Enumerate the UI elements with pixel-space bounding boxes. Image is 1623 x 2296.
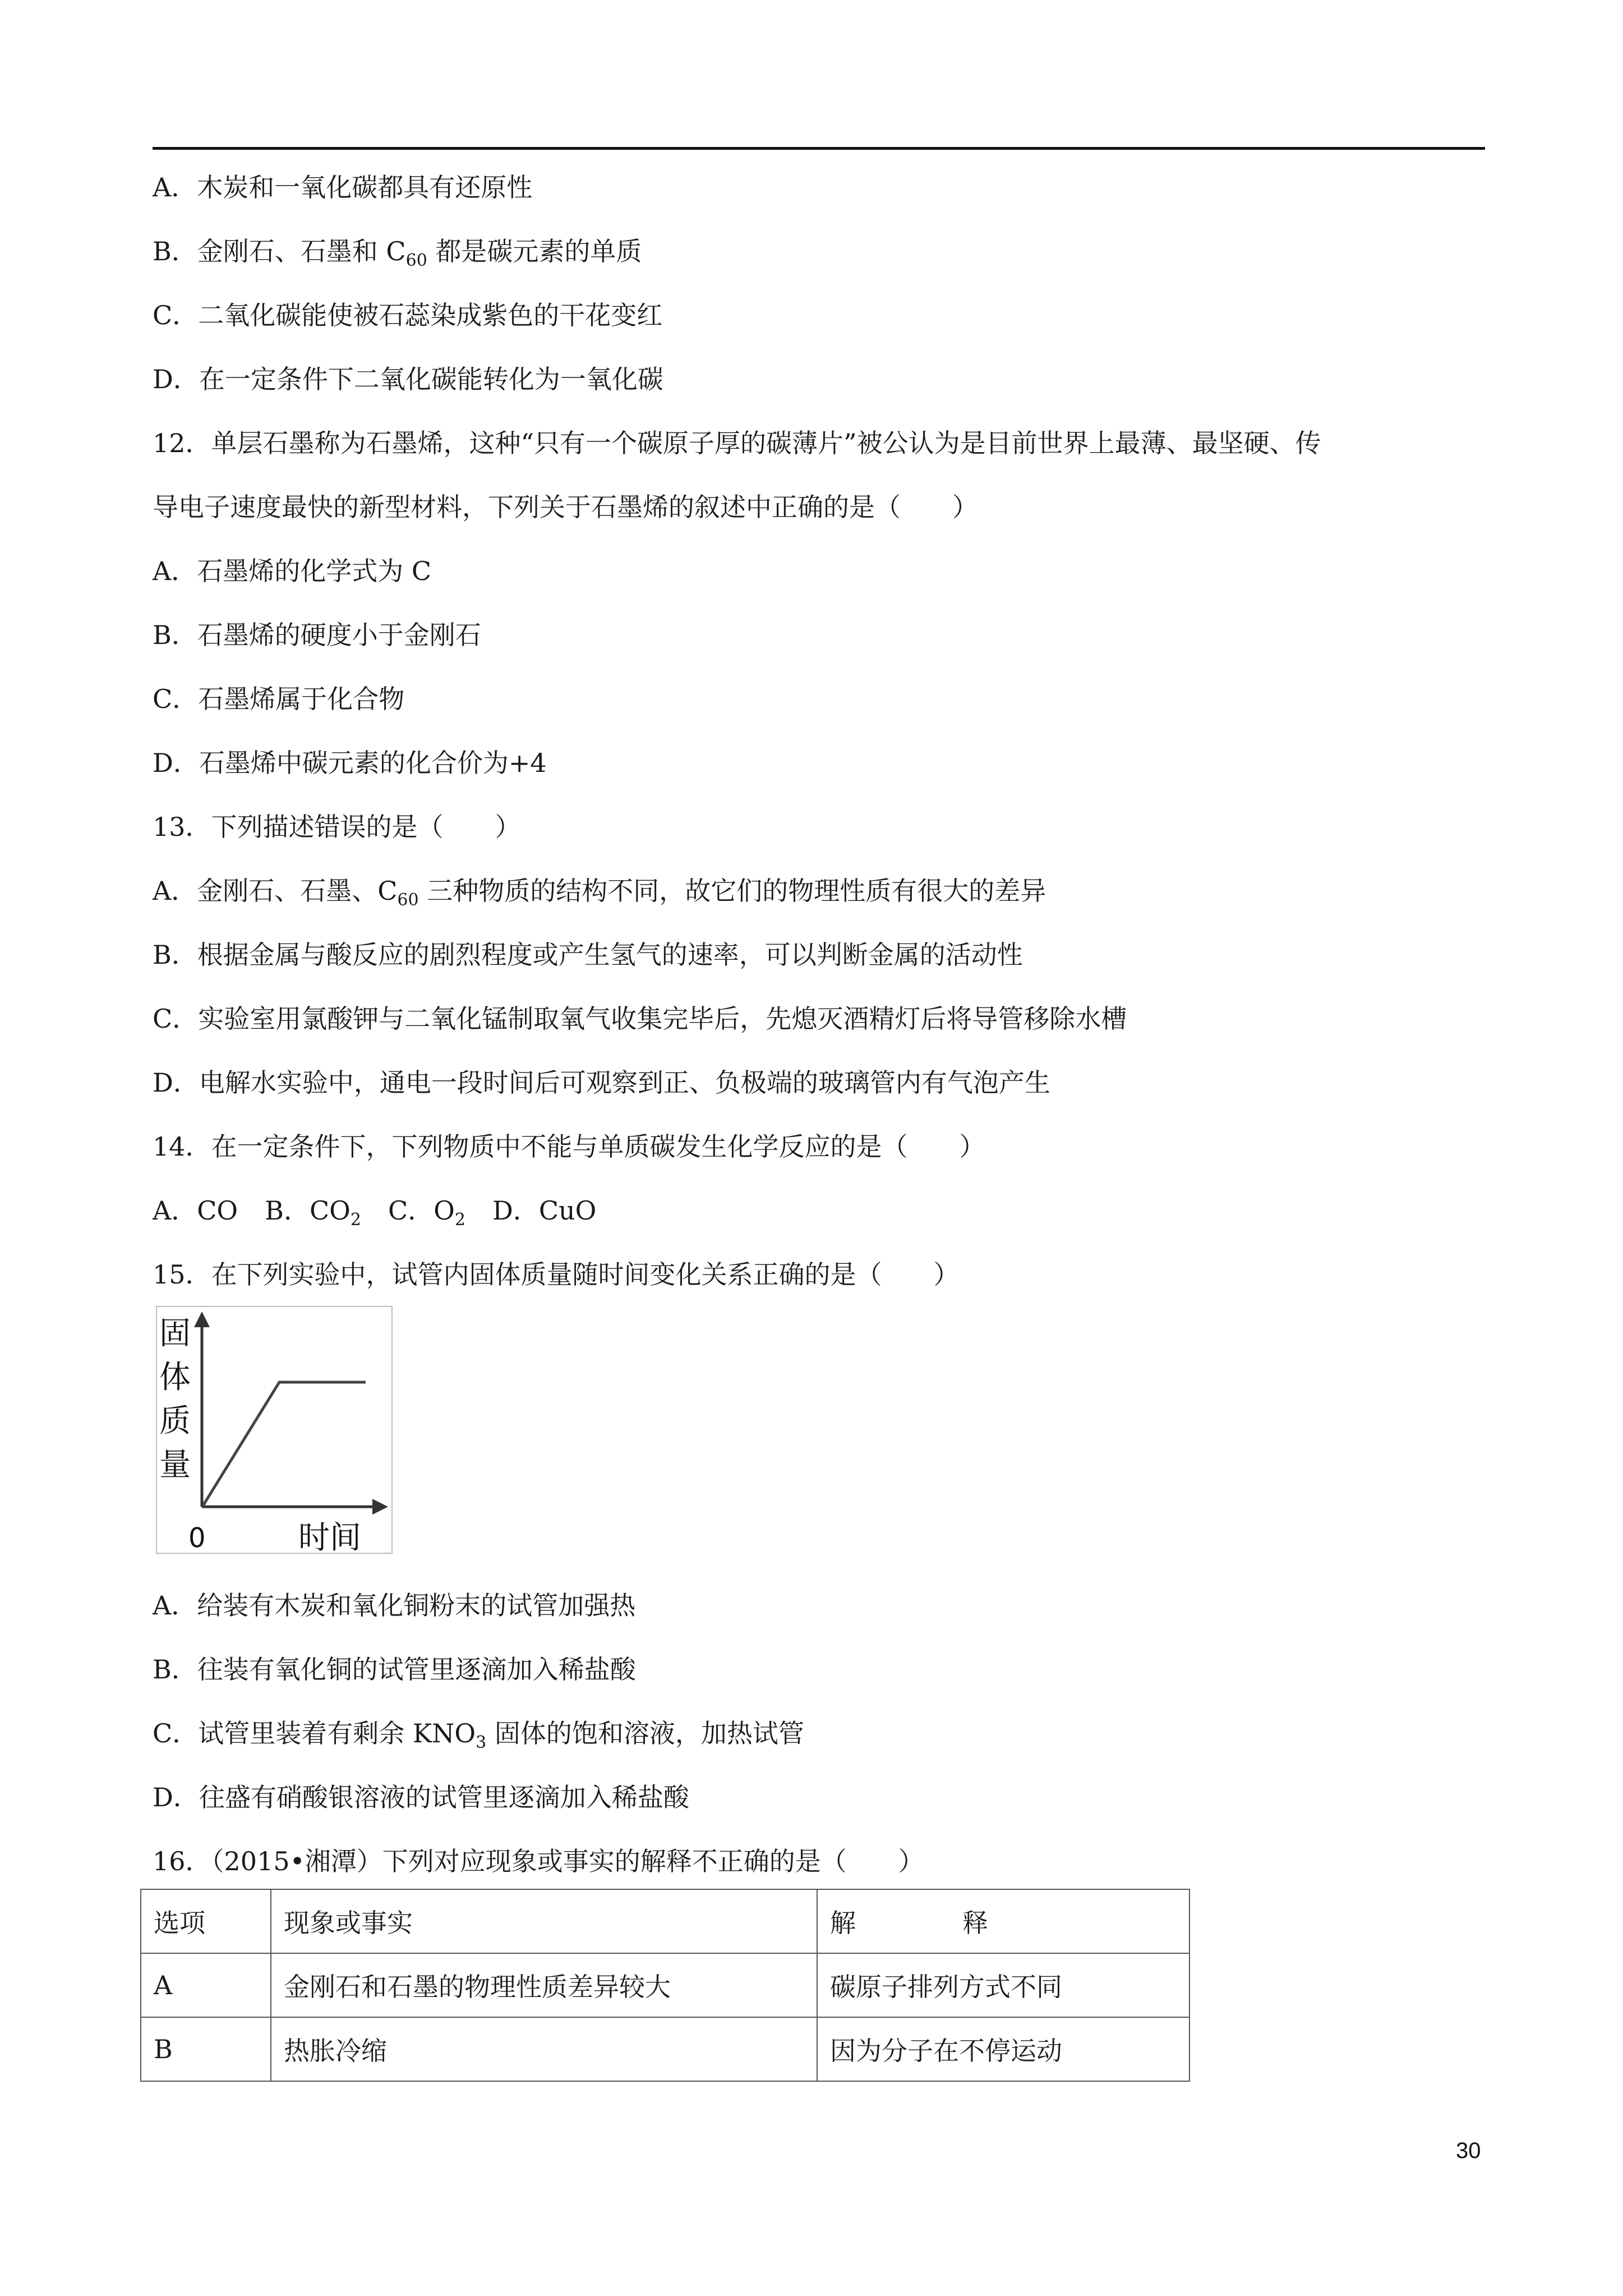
q15-option-b: B．往装有氧化铜的试管里逐滴加入稀盐酸 [153, 1654, 636, 1685]
graph-xlabel: 时间 [298, 1520, 361, 1553]
q15-option-d: D．往盛有硝酸银溶液的试管里逐滴加入稀盐酸 [153, 1782, 689, 1812]
q16-stem: 16．（2015•湘潭）下列对应现象或事实的解释不正确的是（ ） [153, 1846, 924, 1876]
graph-ylabel-char-3: 质 [159, 1403, 191, 1439]
q13-option-b: B．根据金属与酸反应的剧烈程度或产生氢气的速率，可以判断金属的活动性 [153, 940, 1023, 970]
q12-option-c: C．石墨烯属于化合物 [153, 684, 405, 714]
table-cell-explanation: 碳原子排列方式不同 [817, 1953, 1189, 2017]
table-cell-explanation: 因为分子在不停运动 [817, 2017, 1189, 2081]
q12-stem-line2: 导电子速度最快的新型材料，下列关于石墨烯的叙述中正确的是（ ） [153, 492, 978, 522]
q14-options [153, 1194, 597, 1230]
graph-ylabel-char-2: 体 [159, 1359, 191, 1396]
q13-option-a: A．金刚石、石墨、$C_{60}$ 三种物质的结构不同，故它们的物理性质有很大的差异 [153, 876, 1046, 910]
table-header-fact: 现象或事实 [271, 1889, 817, 1953]
q11-option-c: C．二氧化碳能使被石蕊染成紫色的干花变红 [153, 300, 663, 330]
q14-option-d: D．CuO [492, 1195, 597, 1226]
q13-option-c: C．实验室用氯酸钾与二氧化锰制取氧气收集完毕后，先熄灭酒精灯后将导管移除水槽 [153, 1004, 1127, 1034]
table-header-option: 选项 [141, 1889, 271, 1953]
q11-option-b: B．金刚石、石墨和 $C_{60}$ 都是碳元素的单质 [153, 236, 642, 270]
page-number: 30 [1456, 2138, 1481, 2163]
q14-option-c: C．$O_2$ [388, 1195, 465, 1230]
q12-stem-line1: 12．单层石墨称为石墨烯，这种“只有一个碳原子厚的碳薄片”被公认为是目前世界上最薄、最坚硬、传 [153, 428, 1321, 458]
x-axis-arrow-icon [372, 1499, 388, 1515]
q11-option-a: A．木炭和一氧化碳都具有还原性 [153, 172, 533, 203]
q15-option-c: C．试管里装着有剩余 $KNO_3$ 固体的饱和溶液，加热试管 [153, 1718, 804, 1752]
q14-option-b: B．$CO_2$ [265, 1195, 361, 1230]
table-row [141, 1953, 1189, 2017]
q15-graph [156, 1306, 393, 1554]
q13-stem: 13．下列描述错误的是（ ） [153, 812, 521, 842]
header-rule [153, 147, 1485, 150]
table-cell-option: A [141, 1953, 271, 2017]
q15-option-a: A．给装有木炭和氧化铜粉末的试管加强热 [153, 1590, 636, 1621]
table-cell-option: B [141, 2017, 271, 2081]
table-header-row [141, 1889, 1189, 1953]
graph-ylabel-char-4: 量 [159, 1447, 191, 1483]
q14-option-a: A．CO [153, 1195, 238, 1226]
q12-option-b: B．石墨烯的硬度小于金刚石 [153, 620, 481, 650]
table-cell-fact: 热胀冷缩 [271, 2017, 817, 2081]
q11-option-d: D．在一定条件下二氧化碳能转化为一氧化碳 [153, 364, 663, 394]
graph-origin-label: 0 [188, 1522, 206, 1553]
graph-ylabel-char-1: 固 [159, 1315, 191, 1352]
table-header-explanation: 解 释 [817, 1889, 1189, 1953]
table-cell-fact: 金刚石和石墨的物理性质差异较大 [271, 1953, 817, 2017]
table-row [141, 2017, 1189, 2081]
q14-stem: 14．在一定条件下，下列物质中不能与单质碳发生化学反应的是（ ） [153, 1131, 985, 1162]
q16-table [140, 1889, 1190, 2082]
q15-graph-curve [203, 1382, 366, 1506]
q15-stem: 15．在下列实验中，试管内固体质量随时间变化关系正确的是（ ） [153, 1259, 960, 1290]
y-axis-arrow-icon [194, 1312, 210, 1327]
q12-option-d: D．石墨烯中碳元素的化合价为+4 [153, 748, 547, 778]
q15-graph-svg [157, 1307, 391, 1553]
q12-option-a: A．石墨烯的化学式为 C [153, 556, 432, 586]
q13-option-d: D．电解水实验中，通电一段时间后可观察到正、负极端的玻璃管内有气泡产生 [153, 1068, 1050, 1098]
